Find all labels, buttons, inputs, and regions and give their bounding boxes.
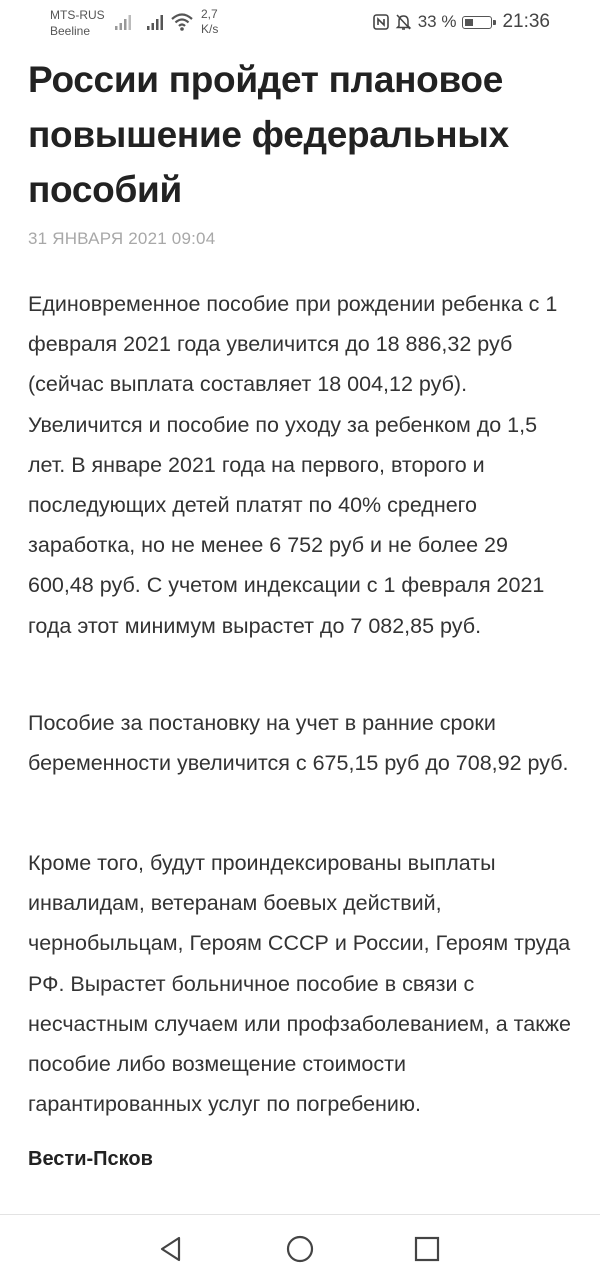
- article-title: России пройдет плановое повышение федеральных пособий: [28, 59, 509, 210]
- article-source: Вести-Псков: [28, 1148, 153, 1170]
- home-circle-icon: [285, 1234, 315, 1264]
- article-paragraph: Кроме того, будут проиндексированы выплаты инвалидам, ветеранам боевых действий, чернобыльцам, Героям СССР и России, Героям труда РФ. Вырастет больничное пособие в связи с несчастным случаем или профзаболеванием, а также пособие либо возмещение стоимости гарантированных услуг по погребению.: [28, 851, 571, 1117]
- wifi-icon: [170, 12, 194, 32]
- speed-value: 2,7: [201, 7, 218, 21]
- article-paragraph: Пособие за постановку на учет в ранние сроки беременности увеличится с 675,15 руб до 708,92 руб.: [28, 711, 569, 776]
- battery-fill: [465, 19, 472, 26]
- carrier-info: [50, 7, 105, 39]
- speed-unit: K/s: [201, 22, 219, 36]
- battery-icon: [462, 16, 492, 29]
- status-right-group: [373, 10, 550, 34]
- network-speed: [201, 7, 218, 37]
- navigation-bar: [0, 1215, 600, 1283]
- article-date: 31 ЯНВАРЯ 2021 09:04: [28, 229, 216, 248]
- nfc-icon: [373, 14, 389, 30]
- signal-icon: [114, 14, 134, 30]
- carrier-secondary: Beeline: [50, 24, 91, 38]
- recents-square-icon: [414, 1236, 440, 1262]
- home-button[interactable]: [280, 1229, 320, 1269]
- battery-percent: 33 %: [417, 12, 457, 31]
- signal-icon: [146, 14, 166, 30]
- back-button[interactable]: [151, 1229, 191, 1269]
- back-triangle-icon: [158, 1235, 184, 1263]
- mute-bell-icon: [395, 13, 412, 31]
- carrier-primary: MTS-RUS: [50, 8, 105, 22]
- article-paragraph: Единовременное пособие при рождении ребенка с 1 февраля 2021 года увеличится до 18 886,32 руб (сейчас выплата составляет 18 004,12 руб). Увеличится и пособие по уходу за ребенком до 1,5 лет. В январе 2021 года на первого, второго и последующих детей платят по 40% среднего заработка, но не менее 6 752 руб и не более 29 600,48 руб. С учетом индексации с 1 февраля 2021 года этот минимум вырастет до 7 082,85 руб.: [28, 292, 558, 638]
- charging-bolt-icon: ⚡: [475, 15, 484, 28]
- status-bar: [0, 0, 600, 44]
- recents-button[interactable]: [407, 1229, 447, 1269]
- clock: 21:36: [502, 11, 550, 32]
